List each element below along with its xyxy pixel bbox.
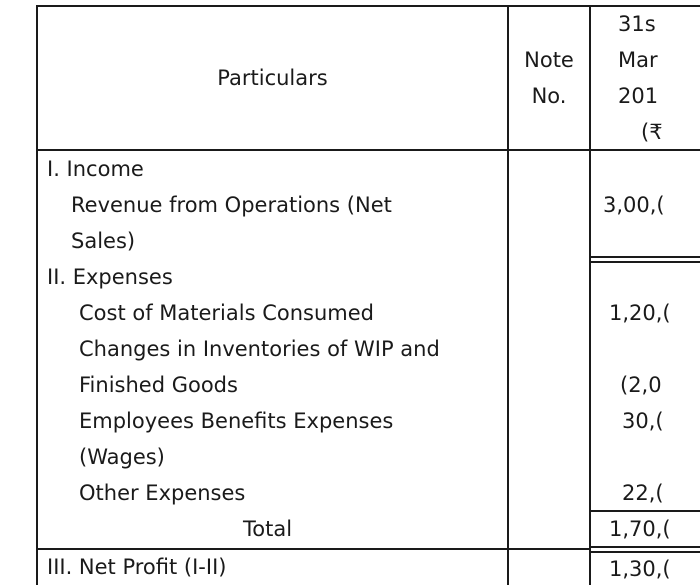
header-year-line4: (₹: [641, 120, 663, 144]
inventories-label-line2: Finished Goods: [79, 373, 238, 397]
employees-label-line2: (Wages): [79, 445, 165, 469]
other-expenses-amount: 22,(: [622, 481, 664, 505]
total-double-rule-top: [590, 546, 700, 548]
revenue-amount: 3,00,(: [603, 193, 665, 217]
header-year-line1: 31s: [618, 12, 656, 36]
header-particulars: Particulars: [217, 66, 328, 90]
header-year-line2: Mar: [618, 48, 658, 72]
net-profit-label: III. Net Profit (I-II): [47, 555, 227, 579]
total-label: Total: [243, 517, 293, 541]
inventories-amount: (2,0: [620, 373, 662, 397]
table-top-border: [36, 5, 700, 7]
materials-label: Cost of Materials Consumed: [79, 301, 374, 325]
revenue-label-line1: Revenue from Operations (Net: [71, 193, 392, 217]
note-amount-divider: [589, 5, 591, 585]
materials-amount: 1,20,(: [609, 301, 671, 325]
income-heading: I. Income: [47, 157, 144, 181]
employees-amount: 30,(: [622, 409, 664, 433]
header-year-line3: 201: [618, 84, 659, 108]
employees-label-line1: Employees Benefits Expenses: [79, 409, 394, 433]
revenue-double-rule-bottom: [590, 261, 700, 263]
header-note-no-line2: No.: [531, 84, 567, 108]
revenue-double-rule-top: [590, 256, 700, 258]
expenses-heading: II. Expenses: [47, 265, 173, 289]
net-profit-amount: 1,30,(: [609, 557, 671, 581]
revenue-label-line2: Sales): [71, 229, 136, 253]
header-note-no-line1: Note: [524, 48, 574, 72]
inventories-label-line1: Changes in Inventories of WIP and: [79, 337, 440, 361]
total-amount: 1,70,(: [609, 517, 671, 541]
other-expenses-label: Other Expenses: [79, 481, 246, 505]
